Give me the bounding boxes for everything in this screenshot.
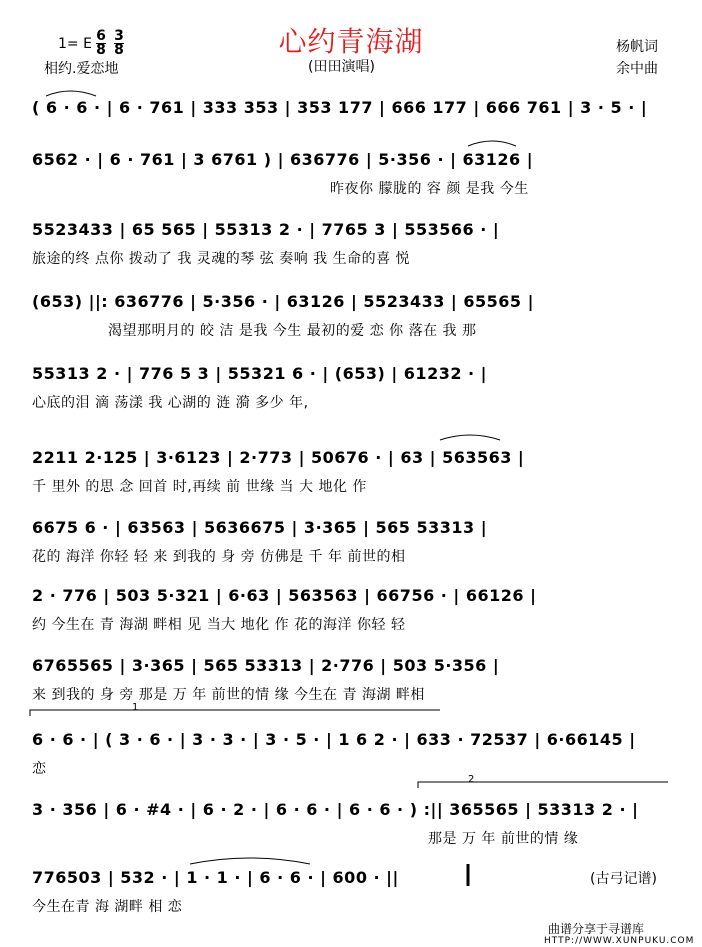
slur-mark bbox=[46, 91, 96, 96]
subtitle-left: 相约.爱恋地 bbox=[44, 61, 119, 77]
score-notes-row-9: 6765565 | 3·365 | 565 53313 | 2·776 | 503 5·356 | bbox=[32, 656, 500, 675]
score-notes-row-10: 6 · 6 · | ( 3 · 6 · | 3 · 3 · | 3 · 5 · | 1 6 2 · | 633 · 72537 | 6·66145 | bbox=[32, 730, 636, 749]
slur-mark bbox=[468, 141, 516, 146]
site-credit: 曲谱分享于寻谱库 bbox=[548, 922, 645, 936]
performer: (田田演唱) bbox=[308, 59, 375, 75]
key-signature: 1= E bbox=[58, 36, 92, 52]
lyrics-row-6: 千 里外 的思 念 回首 时,再续 前 世缘 当 大 地化 作 bbox=[32, 479, 367, 495]
score-notes-row-11: 3 · 356 | 6 · #4 · | 6 · 2 · | 6 · 6 · | 6 · 6 · ) :|| 365565 | 53313 2 · | bbox=[32, 800, 639, 819]
lyrics-row-8: 约 今生在 青 海湖 畔相 见 当大 地化 作 花的海洋 你轻 轻 bbox=[32, 617, 406, 633]
score-notes-row-6: 2211 2·125 | 3·6123 | 2·773 | 50676 · | 63 | 563563 | bbox=[32, 448, 525, 467]
lyrics-row-2: 昨夜你 朦胧的 容 颜 是我 今生 bbox=[330, 181, 529, 197]
transcriber-credit: (古弓记谱) bbox=[590, 871, 657, 887]
lyricist: 杨帆词 bbox=[616, 39, 658, 55]
slur-mark bbox=[440, 435, 500, 440]
score-notes-row-1: ( 6 · 6 · | 6 · 761 | 333 353 | 353 177 | 666 177 | 666 761 | 3 · 5 · | bbox=[32, 98, 648, 117]
lyrics-row-9: 来 到我的 身 旁 那是 万 年 前世的情 缘 今生在 青 海湖 畔相 bbox=[32, 687, 425, 703]
volta-1-bracket bbox=[30, 710, 440, 716]
lyrics-row-10: 恋 bbox=[32, 761, 47, 777]
volta-2-bracket bbox=[418, 782, 668, 788]
score-notes-row-7: 6675 6 · | 63563 | 5636675 | 3·365 | 565 53313 | bbox=[32, 518, 488, 537]
composer: 余中曲 bbox=[616, 61, 658, 77]
lyrics-row-12: 今生在青 海 湖畔 相 恋 bbox=[32, 899, 183, 915]
site-url: HTTP://WWW.XUNPUKU.COM bbox=[544, 936, 695, 946]
score-notes-row-4: (653) ||: 636776 | 5·356 · | 63126 | 5523433 | 65565 | bbox=[32, 292, 534, 311]
score-notes-row-2: 6562 · | 6 · 761 | 3 6761 ) | 636776 | 5·356 · | 63126 | bbox=[32, 150, 534, 169]
time-sig-numerator: 6 bbox=[96, 28, 106, 44]
time-sig-denominator: 8 bbox=[114, 42, 124, 58]
lyrics-row-3: 旅途的终 点你 拨动了 我 灵魂的琴 弦 奏响 我 生命的喜 悦 bbox=[32, 251, 411, 267]
score-notes-row-5: 55313 2 · | 776 5 3 | 55321 6 · | (653) | 61232 · | bbox=[32, 364, 488, 383]
time-sig-numerator: 3 bbox=[114, 28, 124, 44]
volta-2-label: 2 bbox=[468, 774, 475, 785]
time-sig-denominator: 8 bbox=[96, 42, 106, 58]
score-notes-row-3: 5523433 | 65 565 | 55313 2 · | 7765 3 | 553566 · | bbox=[32, 220, 500, 239]
lyrics-row-7: 花的 海洋 你轻 轻 来 到我的 身 旁 仿佛是 千 年 前世的相 bbox=[32, 549, 406, 565]
song-title: 心约青海湖 bbox=[278, 25, 424, 58]
slur-mark bbox=[190, 858, 310, 864]
score-notes-row-8: 2 · 776 | 503 5·321 | 6·63 | 563563 | 66756 · | 66126 | bbox=[32, 586, 537, 605]
lyrics-row-11: 那是 万 年 前世的情 缘 bbox=[428, 831, 579, 847]
volta-1-label: 1 bbox=[132, 702, 139, 713]
lyrics-row-4: 渴望那明月的 皎 洁 是我 今生 最初的爱 恋 你 落在 我 那 bbox=[108, 323, 477, 339]
lyrics-row-5: 心底的泪 滴 荡漾 我 心湖的 涟 漪 多少 年, bbox=[32, 395, 309, 411]
score-notes-row-12: 776503 | 532 · | 1 · 1 · | 6 · 6 · | 600 · || bbox=[32, 868, 399, 887]
